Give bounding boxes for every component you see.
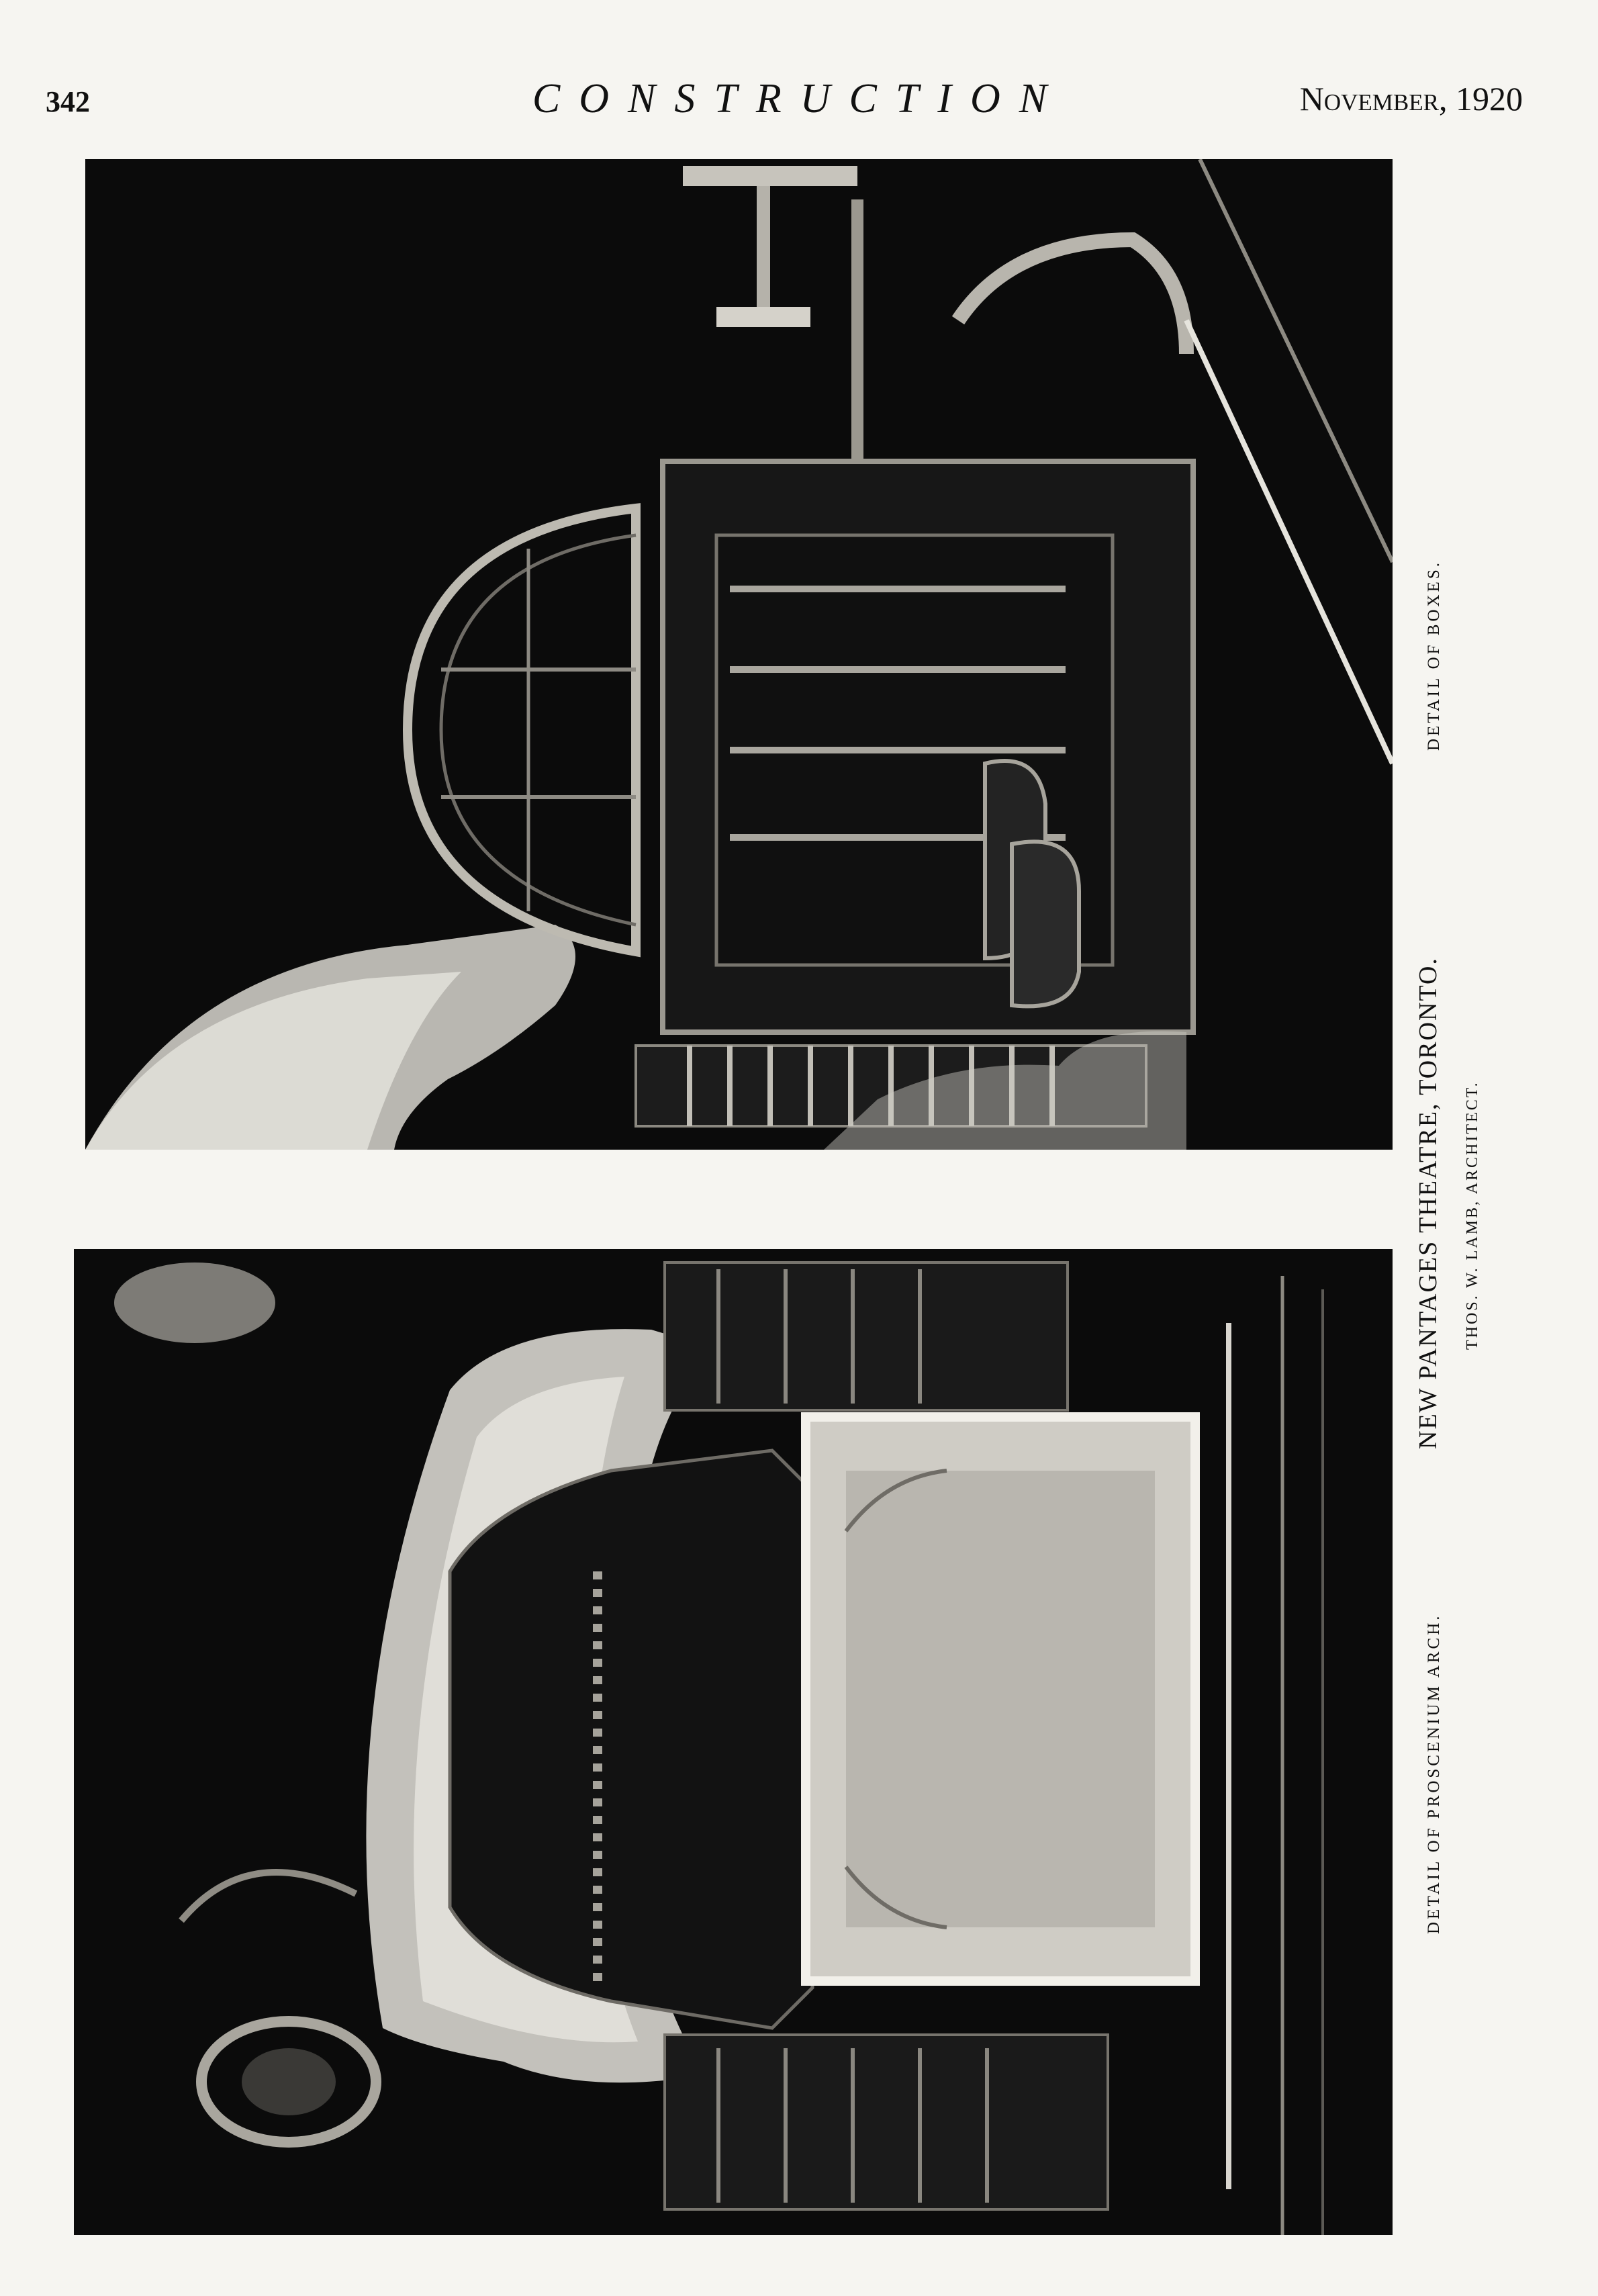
caption-theatre-title: NEW PANTAGES THEATRE, TORONTO. xyxy=(1414,957,1442,1449)
boxes-photo-illustration xyxy=(85,159,1393,1150)
photo-detail-of-boxes xyxy=(85,159,1393,1150)
caption-detail-of-proscenium-arch: DETAIL OF PROSCENIUM ARCH. xyxy=(1425,1613,1443,1934)
page-number: 342 xyxy=(46,85,90,118)
photo-detail-of-proscenium-arch xyxy=(74,1249,1393,2235)
journal-title: CONSTRUCTION xyxy=(532,76,1066,122)
proscenium-photo-illustration xyxy=(74,1249,1393,2235)
caption-architect: THOS. W. LAMB, ARCHITECT. xyxy=(1464,1081,1481,1350)
issue-date: November, 1920 xyxy=(1299,80,1523,118)
caption-detail-of-boxes: DETAIL OF BOXES. xyxy=(1425,560,1443,751)
page-header xyxy=(0,75,1598,129)
